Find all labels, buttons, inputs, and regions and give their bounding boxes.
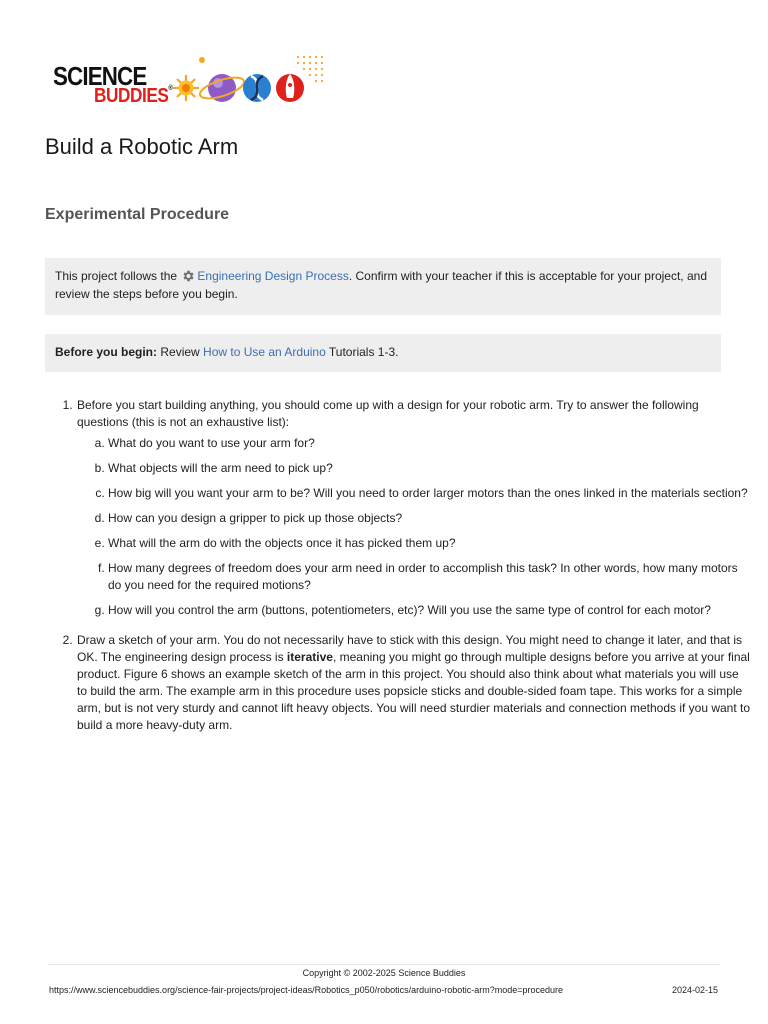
page-title: Build a Robotic Arm	[45, 134, 239, 159]
footer-url[interactable]: https://www.sciencebuddies.org/science-fair-projects/project-ideas/Robotics_p050/robotics/arduino-robotic-arm?mode=procedure	[49, 985, 564, 995]
design-questions-list	[77, 435, 752, 619]
question-item: d. How can you design a gripper to pick up those objects?	[108, 510, 752, 527]
question-item: b. What objects will the arm need to pick up?	[108, 460, 752, 477]
dna-icon	[243, 74, 271, 102]
design-process-note	[45, 258, 721, 315]
iterative-emphasis: iterative	[286, 650, 333, 664]
sun-icon	[173, 75, 199, 101]
logo-word-buddies: BUDDIES®	[94, 85, 173, 107]
question-item: f. How many degrees of freedom does your arm need in order to accomplish this task? In other words, how many motors do you need for the required motions?	[108, 560, 752, 594]
engineering-design-process-link[interactable]: Engineering Design Process	[197, 269, 349, 283]
question-item: a. What do you want to use your arm for?	[108, 435, 752, 452]
question-item: c. How big will you want your arm to be? Will you need to order larger motors than the ones linked in the materials section?	[108, 485, 752, 502]
logo-art	[52, 52, 327, 110]
before-you-begin-label: Before you begin:	[55, 345, 158, 359]
tutorials-text: Tutorials 1-3.	[325, 345, 399, 359]
registered-mark: ®	[168, 85, 173, 92]
dot-pattern-icon	[297, 56, 323, 82]
section-heading: Experimental Procedure	[45, 206, 230, 223]
review-text: Review	[157, 345, 204, 359]
footer-divider	[48, 964, 720, 965]
step-1	[76, 397, 752, 619]
atom-orbit-icon	[198, 57, 247, 103]
arduino-tutorial-link[interactable]: How to Use an Arduino	[203, 345, 326, 359]
logo-word-science: SCIENCE	[53, 61, 147, 91]
step-2	[76, 632, 752, 734]
before-you-begin-note	[45, 334, 721, 372]
science-buddies-logo[interactable]	[52, 52, 327, 110]
question-item: g. How will you control the arm (buttons, potentiometers, etc)? Will you use the same type of control for each motor?	[108, 602, 752, 619]
note-prefix: This project follows the	[55, 269, 178, 283]
gear-icon	[181, 269, 195, 283]
note-suffix: . Confirm with your teacher if this is acceptable for your project, and review the steps before you begin.	[55, 269, 707, 301]
question-item: e. What will the arm do with the objects once it has picked them up?	[108, 535, 752, 552]
footer-copyright: Copyright © 2002-2025 Science Buddies	[302, 968, 466, 978]
procedure-steps	[45, 397, 752, 734]
footer-date: 2024-02-15	[671, 985, 718, 995]
step-2-text-a: Draw a sketch of your arm. You do not necessarily have to stick with this design. You might need to change it later, and that is OK. The engineering design process is	[77, 633, 743, 664]
step-2-text-b: , meaning you might go through multiple designs before you arrive at your final product. Figure 6 shows an example sketch of the arm in this project. You should also think about what materials you will use to build the arm. The example arm in this procedure uses popsicle sticks and double-sided foam tape. This works for a simple arm, but is not very sturdy and cannot lift heavy objects. You will need sturdier materials and connection methods if you want to build a more heavy-duty arm.	[77, 650, 751, 732]
step-1-text: Before you start building anything, you should come up with a design for your robotic arm. Try to answer the following questions (this is not an exhaustive list):	[77, 398, 699, 429]
rocket-icon	[276, 74, 304, 102]
